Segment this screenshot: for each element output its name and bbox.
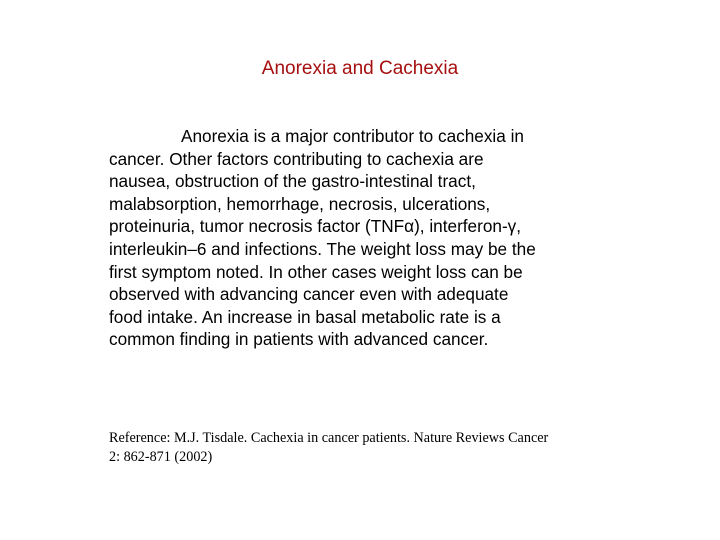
body-line: cancer. Other factors contributing to cachexia are — [109, 148, 484, 169]
body-line: Anorexia is a major contributor to cachexia in — [181, 126, 524, 146]
slide-title: Anorexia and Cachexia — [261, 58, 459, 79]
body-line: proteinuria, tumor necrosis factor (TNFα), interferon-γ, — [109, 216, 522, 237]
body-line: food intake. An increase in basal metabolic rate is a — [109, 306, 501, 327]
body-paragraph — [109, 125, 614, 351]
body-line: interleukin–6 and infections. The weight loss may be the — [109, 238, 536, 259]
reference-citation — [109, 429, 629, 467]
body-line: nausea, obstruction of the gastro-intestinal tract, — [109, 171, 476, 192]
body-line: malabsorption, hemorrhage, necrosis, ulcerations, — [109, 193, 491, 214]
reference-line: 2: 862-871 (2002) — [109, 449, 213, 465]
body-line: common finding in patients with advanced cancer. — [109, 329, 489, 350]
reference-line: Reference: M.J. Tisdale. Cachexia in cancer patients. Nature Reviews Cancer — [109, 430, 549, 446]
body-line: observed with advancing cancer even with adequate — [109, 284, 509, 305]
body-line: first symptom noted. In other cases weight loss can be — [109, 261, 523, 282]
